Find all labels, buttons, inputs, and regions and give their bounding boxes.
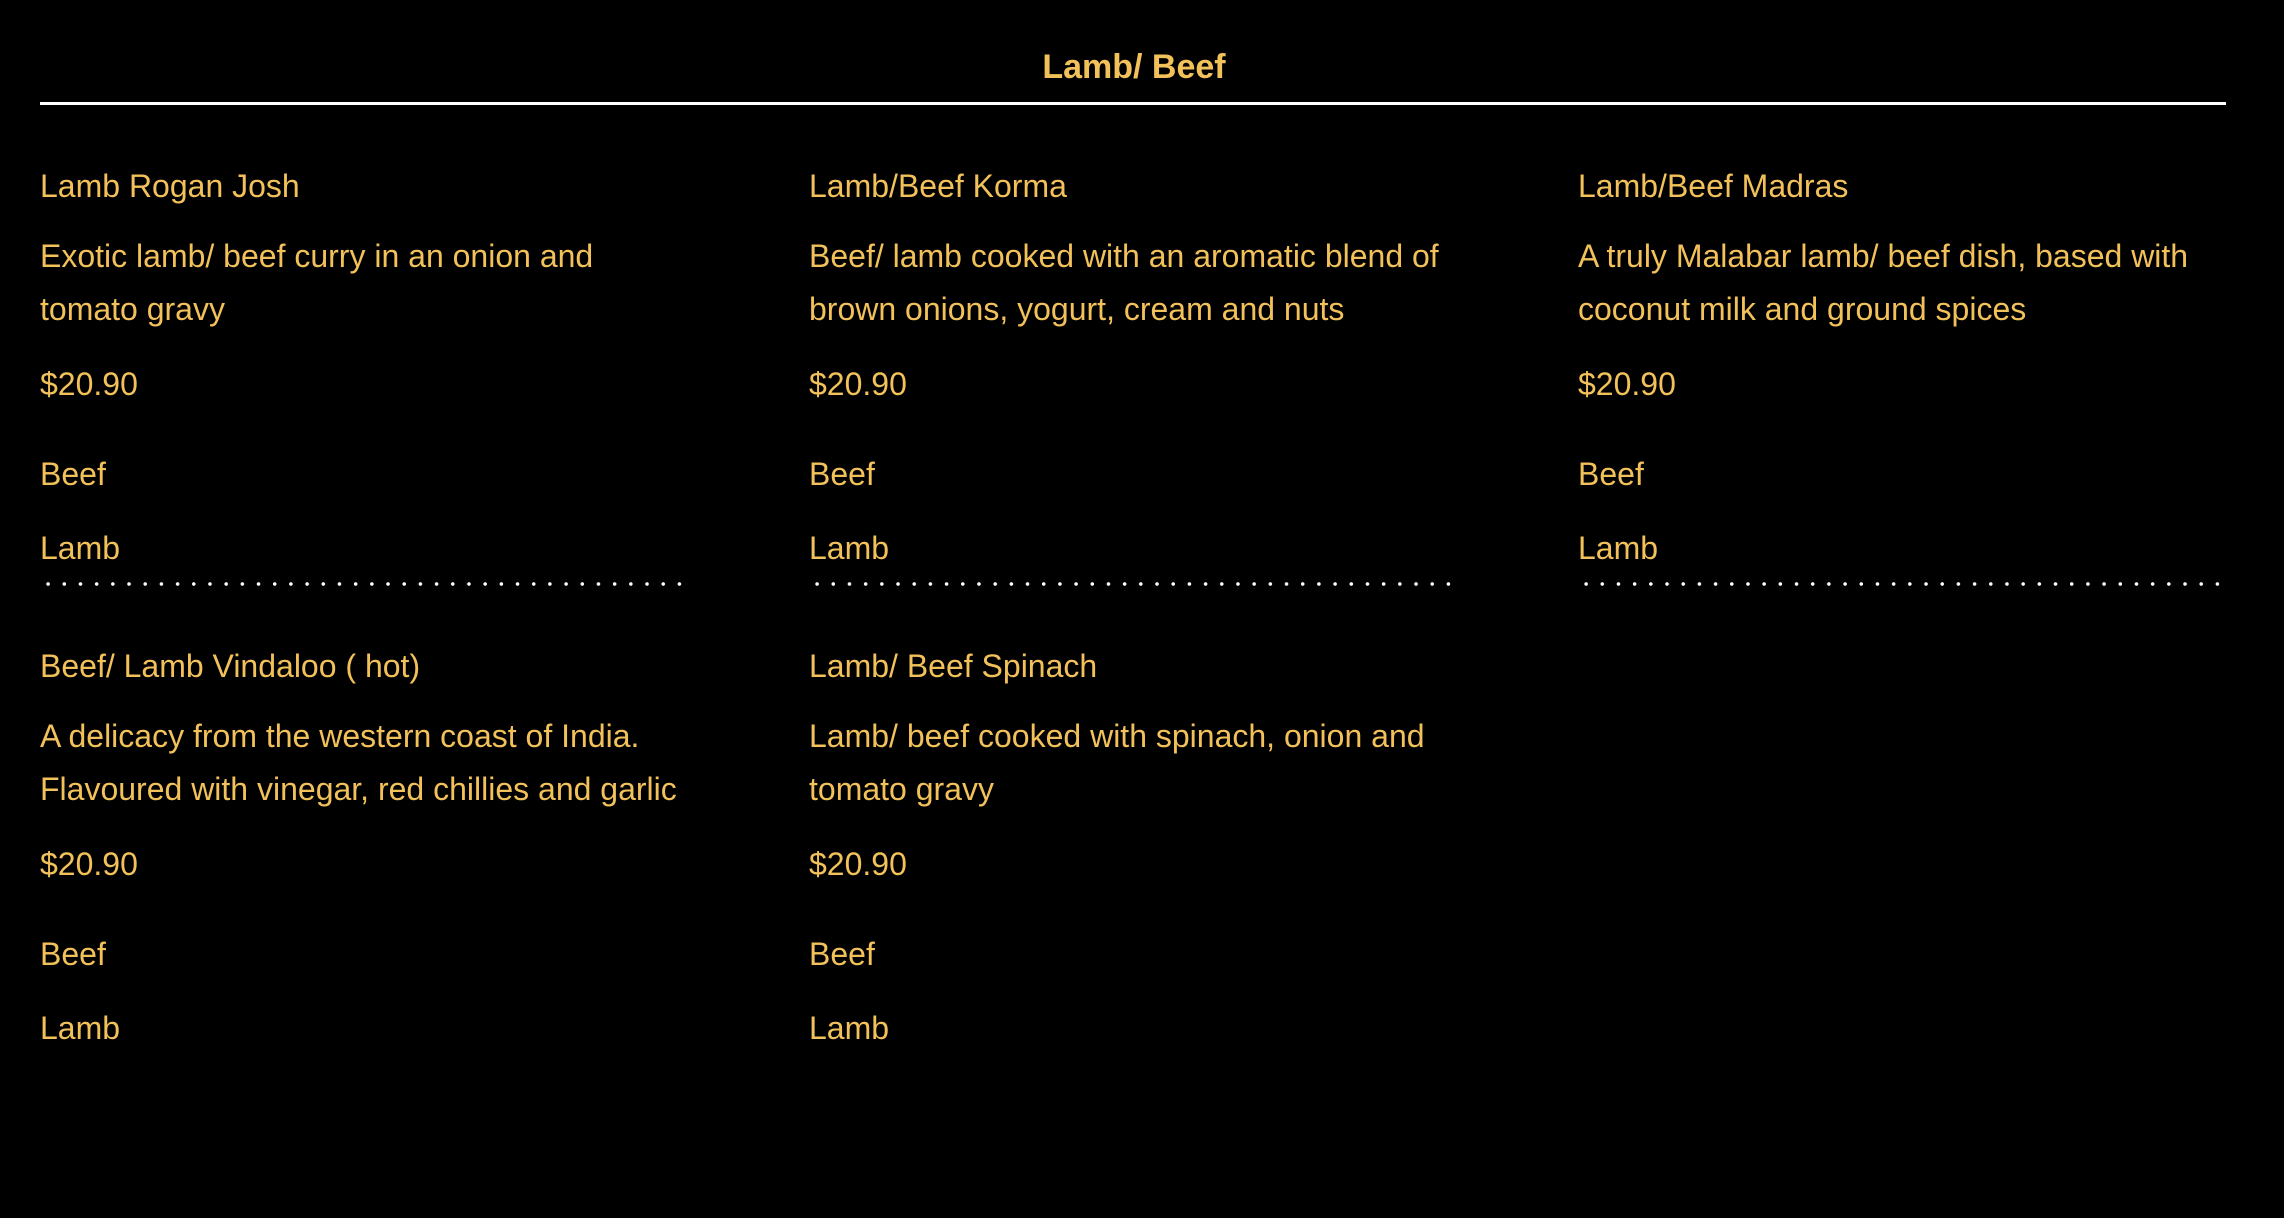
item-price: $20.90 — [40, 366, 138, 402]
variant-option-beef[interactable]: Beef — [809, 456, 875, 492]
menu-item-beef-lamb-vindaloo — [40, 644, 690, 1062]
variant-option-lamb[interactable]: Lamb — [809, 530, 890, 566]
variant-option-lamb[interactable]: Lamb — [40, 530, 121, 566]
item-name: Lamb Rogan Josh — [40, 168, 300, 204]
variant-option-beef[interactable]: Beef — [40, 936, 106, 972]
section-title: Lamb/ Beef — [1042, 48, 1226, 87]
item-description: Beef/ lamb cooked with an aromatic blend of brown onions, yogurt, cream and nuts — [809, 238, 1439, 327]
menu-item-lamb-beef-korma — [809, 164, 1459, 586]
variant-option-beef[interactable]: Beef — [1578, 456, 1644, 492]
item-price: $20.90 — [809, 846, 907, 882]
variant-option-lamb[interactable]: Lamb — [40, 1010, 121, 1046]
item-description: Exotic lamb/ beef curry in an onion and tomato gravy — [40, 238, 594, 327]
dotted-separator — [40, 582, 690, 586]
item-price: $20.90 — [40, 846, 138, 882]
menu-item-lamb-rogan-josh — [40, 164, 690, 586]
item-name: Lamb/Beef Korma — [809, 168, 1067, 204]
item-description: A delicacy from the western coast of India. Flavoured with vinegar, red chillies and garlic — [40, 718, 677, 807]
menu-item-lamb-beef-madras — [1578, 164, 2228, 586]
dotted-separator — [1578, 582, 2228, 586]
item-name: Beef/ Lamb Vindaloo ( hot) — [40, 648, 421, 684]
menu-grid — [40, 164, 2230, 1062]
variant-option-lamb[interactable]: Lamb — [1578, 530, 1659, 566]
variant-option-beef[interactable]: Beef — [40, 456, 106, 492]
variant-option-beef[interactable]: Beef — [809, 936, 875, 972]
variant-option-lamb[interactable]: Lamb — [809, 1010, 890, 1046]
section-divider — [40, 102, 2226, 105]
item-name: Lamb/ Beef Spinach — [809, 648, 1098, 684]
item-description: A truly Malabar lamb/ beef dish, based with coconut milk and ground spices — [1578, 238, 2189, 327]
menu-item-lamb-beef-spinach — [809, 644, 1459, 1062]
item-name: Lamb/Beef Madras — [1578, 168, 1849, 204]
item-description: Lamb/ beef cooked with spinach, onion and tomato gravy — [809, 718, 1425, 807]
item-price: $20.90 — [809, 366, 907, 402]
dotted-separator — [809, 582, 1459, 586]
item-price: $20.90 — [1578, 366, 1676, 402]
